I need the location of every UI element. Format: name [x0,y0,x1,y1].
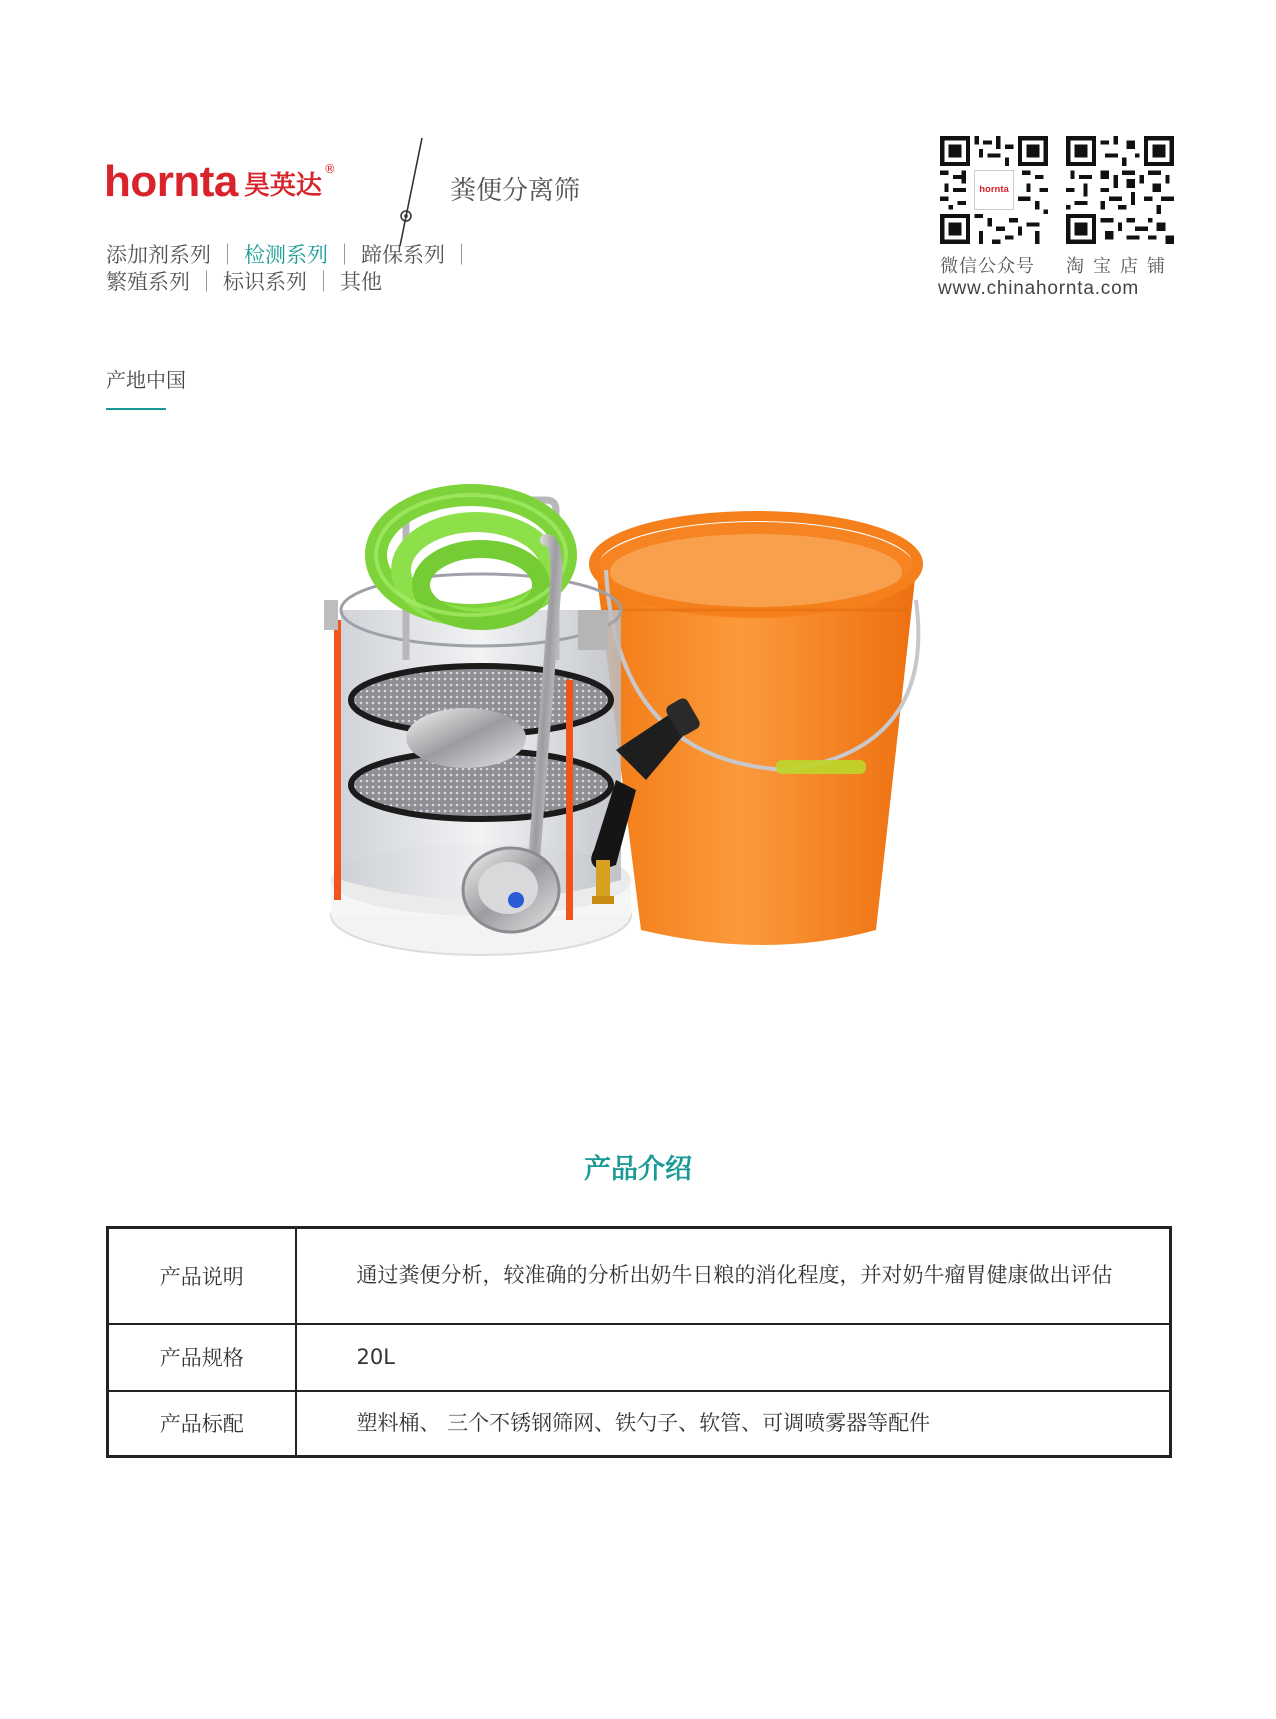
spec-table [106,1226,1172,1458]
series-item-testing[interactable]: 检测系列 [244,243,328,267]
series-item-hoof-care[interactable]: 蹄保系列 [361,243,445,267]
spec-label: 产品说明 [108,1228,296,1324]
taobao-qr-code-icon[interactable] [1066,136,1174,244]
series-line-1: 添加剂系列 ｜ 检测系列 ｜ 蹄保系列 ｜ [106,243,472,267]
spec-label: 产品规格 [108,1324,296,1391]
origin-label: 产地中国 [106,368,186,392]
registered-mark: ® [323,162,336,176]
series-item-additives[interactable]: 添加剂系列 [106,243,211,267]
svg-text:hornta: hornta [979,184,1009,196]
green-hose-icon [376,495,566,621]
brand-logo [104,157,336,206]
taobao-label: 淘宝店铺 [1066,256,1174,277]
intro-title: 产品介绍 [584,1154,692,1185]
orange-bucket-icon [594,516,918,945]
slash-divider-icon [396,136,426,248]
series-item-other[interactable]: 其他 [340,270,382,294]
product-photo [316,460,1016,1020]
series-item-breeding[interactable]: 繁殖系列 [106,270,190,294]
wechat-qr-code-icon[interactable] [940,136,1048,244]
product-title: 粪便分离筛 [450,176,581,206]
brand-chinese: 昊英达 [243,171,322,201]
origin-underline [106,408,166,410]
table-row [108,1391,1171,1457]
website-url[interactable]: www.chinahornta.com [938,278,1140,299]
spec-label: 产品标配 [108,1391,296,1457]
spec-value: 塑料桶、 三个不锈钢筛网、铁勺子、软管、可调喷雾器等配件 [296,1391,1171,1457]
spec-value: 20L [296,1324,1171,1391]
brand-latin: hornta [104,157,238,206]
series-nav [106,242,478,296]
qr-labels [940,252,1174,278]
wechat-label: 微信公众号 [940,256,1035,277]
table-row [108,1228,1171,1324]
series-item-identification[interactable]: 标识系列 [223,270,307,294]
table-row [108,1324,1171,1391]
series-line-2: 繁殖系列 ｜ 标识系列 ｜ 其他 [106,270,382,294]
spec-value: 通过粪便分析，较准确的分析出奶牛日粮的消化程度，并对奶牛瘤胃健康做出评估 [296,1228,1171,1324]
